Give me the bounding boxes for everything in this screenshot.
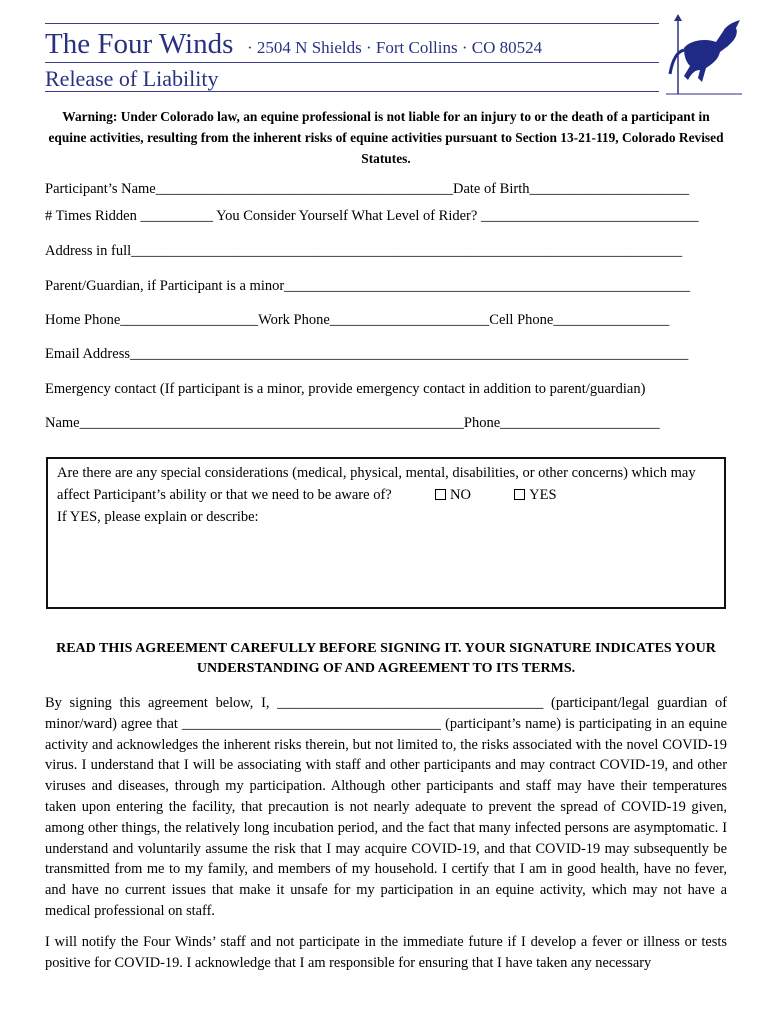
emergency-name-field[interactable]: Name_____________________________________________________ xyxy=(45,415,464,431)
emergency-contact-label: Emergency contact (If participant is a minor, provide emergency contact in addition to parent/guardian) xyxy=(45,381,646,397)
rider-level-field[interactable]: You Consider Yourself What Level of Rider? ______________________________ xyxy=(216,208,699,224)
warning-statement: Warning: Under Colorado law, an equine professional is not liable for an injury to or the death of a participant in equine activities, resulting from the inherent risks of equine activities pursuant to Section 13-21-119, Colorado Revised Statutes. xyxy=(48,109,724,166)
phones-row xyxy=(45,312,727,329)
emergency-phone-field[interactable]: Phone______________________ xyxy=(463,415,660,431)
yes-checkbox-icon[interactable] xyxy=(514,489,525,500)
no-label: NO xyxy=(449,487,471,503)
header-top-rule xyxy=(45,23,659,24)
times-ridden-field[interactable]: # Times Ridden __________ xyxy=(45,208,213,224)
explain-area[interactable] xyxy=(57,531,717,603)
read-agreement-notice: READ THIS AGREEMENT CAREFULLY BEFORE SIGNING IT. YOUR SIGNATURE INDICATES YOUR UNDERSTANDING OF AND AGREEMENT TO ITS TERMS. xyxy=(56,641,716,676)
horse-logo xyxy=(662,12,746,96)
no-option[interactable] xyxy=(435,487,471,503)
agreement-paragraph-1: By signing this agreement below, I, _____________________________________ (participant/legal guardian of minor/ward) agree that ____________________________________ (participant’s name) is participating in an equine activity and acknowledges the inherent risks therein, but not limited to, the risks associated with the novel COVID-19 virus. I understand that I will be associating with staff and other participants and may contract COVID-19, and other viruses and diseases, through my participation. Although other participants and staff may have their temperatures taken upon entering the facility, that precaution is not nearly adequate to prevent the spread of COVID-19 given, among other things, the relatively long incubation period, and the fact that many infected persons are asymptomatic. I understand and voluntarily assume the risk that I may acquire COVID-19, and that COVID-19 may subsequently be transmitted from me to my family, and members of my household. I certify that I am in good health, have no fever, and have no current issues that make it unsafe for my participation in an equine activity, which may not have a medical professional on staff. xyxy=(45,695,727,919)
considerations-question: Are there are any special considerations (medical, physical, mental, disabilities, or other concerns) which may affect Participant’s ability or that we need to be aware of? xyxy=(57,465,696,503)
yes-option[interactable] xyxy=(514,487,556,503)
date-of-birth-field[interactable]: Date of Birth______________________ xyxy=(452,181,689,197)
agreement-paragraph-2: I will notify the Four Winds’ staff and not participate in the immediate future if I develop a fever or illness or tests positive for COVID-19. I acknowledge that I am responsible for ensuring that I have taken any necessary xyxy=(45,934,727,971)
address-field[interactable]: Address in full____________________________________________________________________________ xyxy=(45,243,683,259)
rider-row xyxy=(45,208,727,225)
special-considerations-box xyxy=(46,457,726,609)
considerations-content xyxy=(57,462,721,528)
email-field[interactable]: Email Address_____________________________________________________________________________ xyxy=(45,346,689,362)
yes-label: YES xyxy=(529,487,557,503)
work-phone-field[interactable]: Work Phone______________________ xyxy=(258,312,490,328)
cell-phone-field[interactable]: Cell Phone________________ xyxy=(489,312,670,328)
org-name: The Four Winds xyxy=(45,28,234,60)
org-address: · 2504 N Shields · Fort Collins · CO 80524 xyxy=(247,38,543,57)
emergency-row xyxy=(45,415,727,432)
header-middle-rule xyxy=(45,62,659,63)
participant-row xyxy=(45,181,727,198)
no-checkbox-icon[interactable] xyxy=(435,489,446,500)
participant-name-field[interactable]: Participant’s Name_________________________________________ xyxy=(45,181,453,197)
header-bottom-rule xyxy=(45,91,659,92)
home-phone-field[interactable]: Home Phone___________________ xyxy=(45,312,259,328)
parent-guardian-field[interactable]: Parent/Guardian, if Participant is a minor________________________________________________________ xyxy=(45,278,691,294)
form-title: Release of Liability xyxy=(45,66,219,91)
explain-label: If YES, please explain or describe: xyxy=(57,509,259,525)
